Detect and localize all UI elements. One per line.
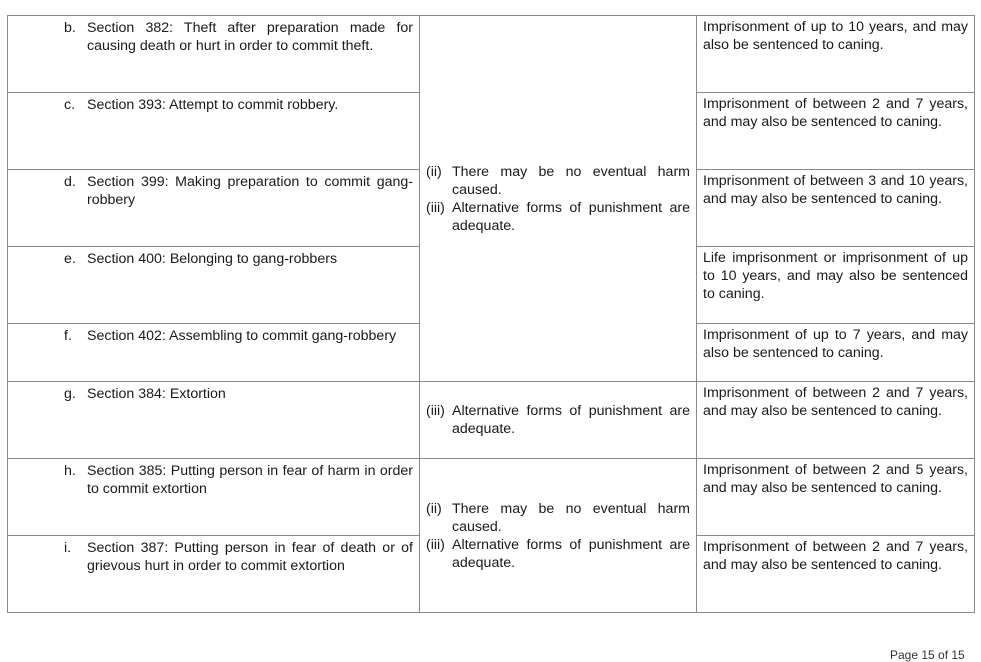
- reason-text: Alternative forms of punishment are adequate.: [452, 536, 690, 571]
- reason-text: There may be no eventual harm caused.: [452, 163, 690, 198]
- item-label: e.: [64, 251, 76, 267]
- item-label: i.: [64, 540, 72, 556]
- offence-text: Section 402: Assembling to commit gang-robbery: [87, 328, 397, 344]
- reason-number: (iii): [426, 536, 445, 553]
- reason-item: [426, 199, 690, 235]
- item-label: f.: [64, 328, 72, 344]
- page-number: Page 15 of 15: [890, 648, 965, 662]
- offence-cell: [8, 382, 420, 459]
- offence-cell: [8, 16, 420, 93]
- item-label: h.: [64, 463, 76, 479]
- offence-text: Section 384: Extortion: [87, 386, 226, 402]
- offence-cell: [8, 324, 420, 382]
- reasons-cell: [420, 16, 697, 382]
- penalty-cell: Imprisonment of between 2 and 7 years, and may also be sentenced to caning.: [697, 93, 975, 170]
- reason-item: [426, 536, 690, 572]
- reason-text: There may be no eventual harm caused.: [452, 500, 690, 535]
- offence-cell: [8, 459, 420, 536]
- reason-number: (ii): [426, 163, 442, 180]
- reason-item: [426, 500, 690, 536]
- reason-item: [426, 163, 690, 199]
- table-row: [8, 459, 975, 536]
- reason-text: Alternative forms of punishment are adequate.: [452, 403, 690, 437]
- table-row: [8, 16, 975, 93]
- penalty-cell: Life imprisonment or imprisonment of up to 10 years, and may also be sentenced to caning.: [697, 247, 975, 324]
- offence-text: Section 399: Making preparation to commit gang-robbery: [87, 174, 413, 208]
- item-label: d.: [64, 174, 76, 190]
- reason-number: (iii): [426, 403, 445, 419]
- item-label: c.: [64, 97, 76, 113]
- offence-cell: [8, 247, 420, 324]
- penalty-cell: Imprisonment of between 2 and 7 years, and may also be sentenced to caning.: [697, 382, 975, 459]
- offence-text: Section 387: Putting person in fear of death or of grievous hurt in order to commit extortion: [87, 540, 413, 574]
- offence-cell: [8, 170, 420, 247]
- offence-cell: [8, 536, 420, 613]
- reasons-cell: [420, 459, 697, 613]
- penalty-cell: Imprisonment of between 2 and 7 years, and may also be sentenced to caning.: [697, 536, 975, 613]
- reason-text: Alternative forms of punishment are adequate.: [452, 199, 690, 234]
- offence-text: Section 385: Putting person in fear of harm in order to commit extortion: [87, 463, 413, 497]
- penalty-cell: Imprisonment of between 2 and 5 years, and may also be sentenced to caning.: [697, 459, 975, 536]
- offence-text: Section 400: Belonging to gang-robbers: [87, 251, 338, 267]
- offence-text: Section 393: Attempt to commit robbery.: [87, 97, 339, 113]
- offences-table: [7, 15, 975, 613]
- reason-number: (iii): [426, 199, 445, 216]
- item-label: b.: [64, 20, 76, 36]
- penalty-cell: Imprisonment of up to 10 years, and may also be sentenced to caning.: [697, 16, 975, 93]
- table-row: [8, 382, 975, 459]
- item-label: g.: [64, 386, 76, 402]
- reasons-cell: [420, 382, 697, 459]
- reason-item: [426, 402, 690, 438]
- offence-cell: [8, 93, 420, 170]
- penalty-cell: Imprisonment of between 3 and 10 years, and may also be sentenced to caning.: [697, 170, 975, 247]
- reason-number: (ii): [426, 500, 442, 517]
- offence-text: Section 382: Theft after preparation made for causing death or hurt in order to commit theft.: [87, 20, 413, 54]
- penalty-cell: Imprisonment of up to 7 years, and may also be sentenced to caning.: [697, 324, 975, 382]
